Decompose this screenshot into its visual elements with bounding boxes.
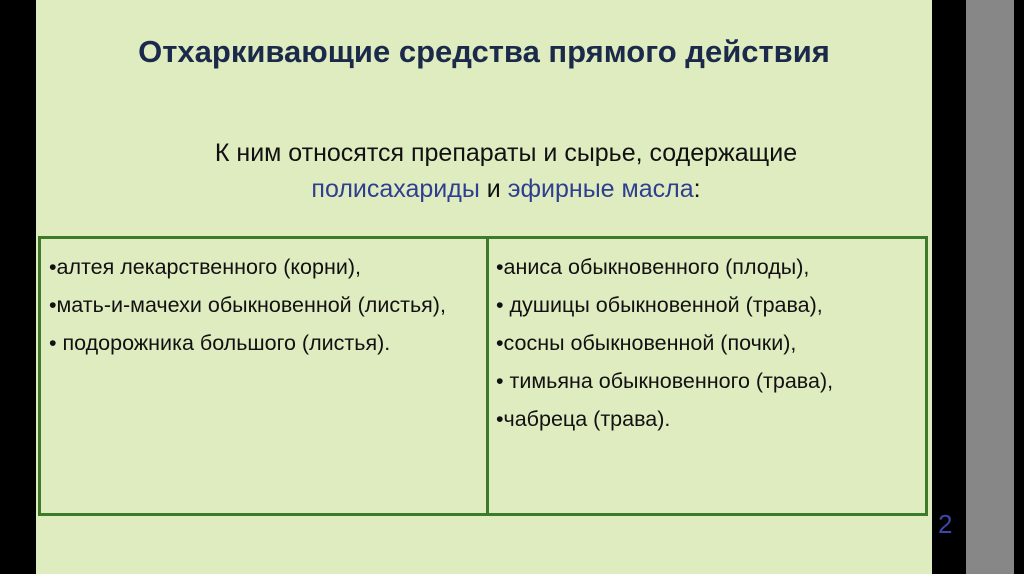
list-item: • душицы обыкновенной (трава),	[496, 293, 823, 317]
list-item: •алтея лекарственного (корни),	[49, 255, 361, 279]
list-item: •аниса обыкновенного (плоды),	[496, 255, 810, 279]
list-item: •сосны обыкновенной (почки),	[496, 331, 797, 355]
slide	[36, 0, 932, 574]
list-item: •чабреца (трава).	[496, 407, 671, 431]
right-column-list	[496, 251, 916, 441]
intro-prefix: К ним относятся препараты и сырье, содержащие	[214, 139, 798, 167]
intro-suffix: :	[693, 175, 701, 203]
slide-title: Отхаркивающие средства прямого действия	[138, 34, 830, 69]
raw-materials-table	[38, 236, 928, 516]
intro-conjunction: и	[486, 175, 501, 203]
list-item: • подорожника большого (листья).	[49, 331, 391, 355]
left-column-list	[49, 251, 469, 365]
page-number: 2	[938, 509, 953, 539]
table-column-divider	[486, 239, 489, 513]
right-gray-bar	[966, 0, 1014, 574]
list-item: •мать-и-мачехи обыкновенной (листья),	[49, 293, 446, 317]
intro-term-polysaccharides: полисахариды	[311, 175, 480, 203]
intro-text	[96, 135, 916, 207]
list-item: • тимьяна обыкновенного (трава),	[496, 369, 834, 393]
right-black-edge	[1014, 0, 1024, 574]
intro-term-essential-oils: эфирные масла	[507, 175, 694, 203]
